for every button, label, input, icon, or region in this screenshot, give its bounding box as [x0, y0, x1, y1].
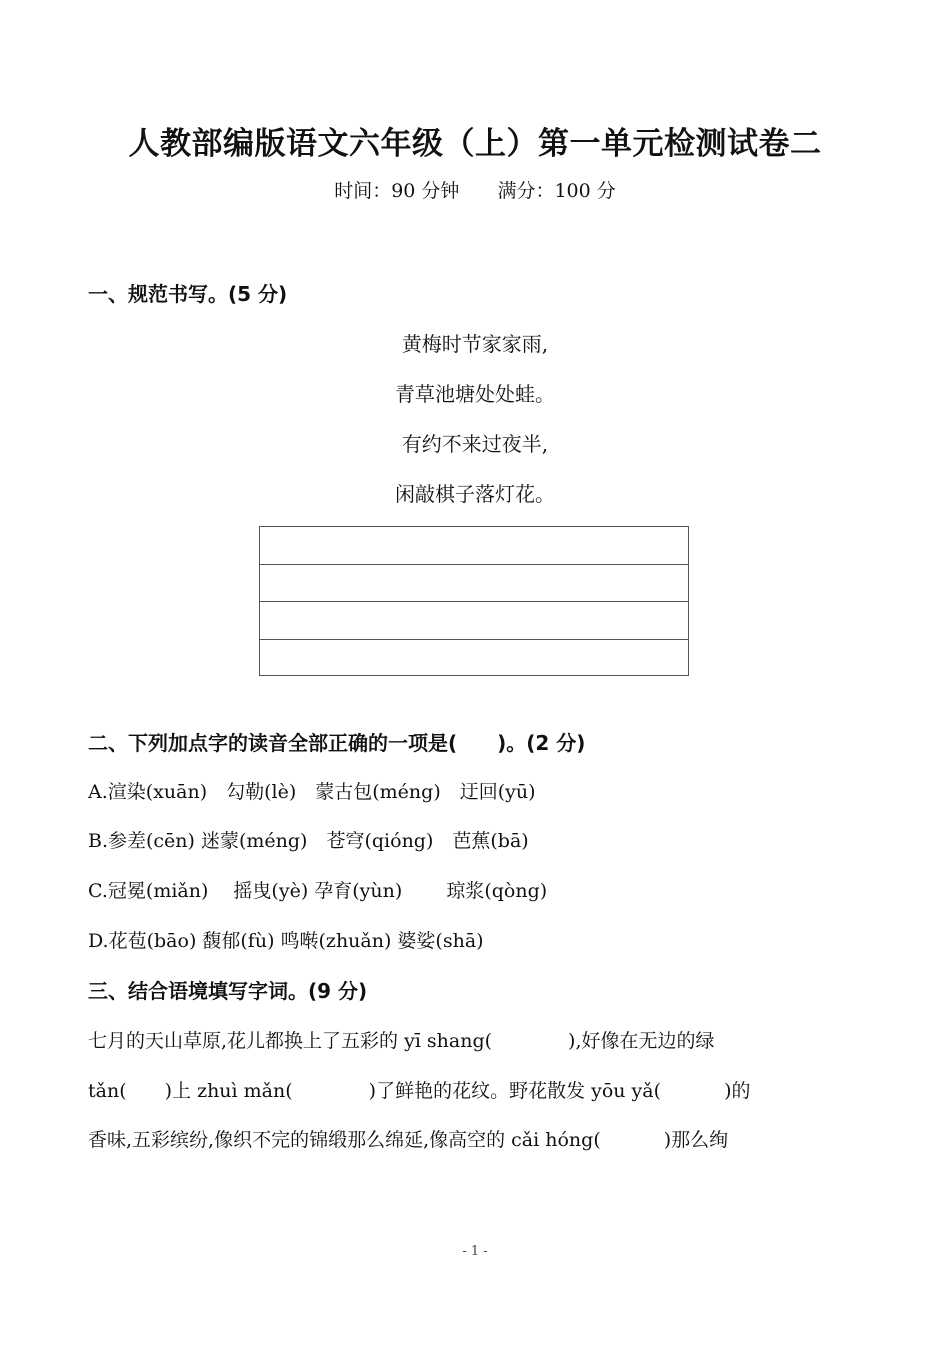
paragraph-line-1: 七月的天山草原,花儿都换上了五彩的 yī shang( ),好像在无边的绿 [88, 1030, 715, 1052]
poem-line-2: 青草池塘处处蛙。 [395, 382, 555, 406]
option-b[interactable]: B.参差(cēn) 迷蒙(méng) 苍穹(qióng) 芭蕉(bā) [88, 830, 529, 852]
page-title: 人教部编版语文六年级（上）第一单元检测试卷二 [128, 126, 822, 162]
time-limit: 时间：90 分钟 [334, 180, 460, 202]
paragraph-line-2: tǎn( )上 zhuì mǎn( )了鲜艳的花纹。野花散发 yōu yǎ( )的 [88, 1080, 751, 1102]
poem-line-3: 有约不来过夜半, [401, 432, 549, 456]
section-1-heading: 一、规范书写。(5 分) [88, 282, 288, 306]
section-2-heading: 二、下列加点字的读音全部正确的一项是( )。(2 分) [88, 731, 586, 755]
option-c[interactable]: C.冠冕(miǎn) 摇曳(yè) 孕育(yùn) 琼浆(qòng) [88, 880, 548, 902]
option-a[interactable]: A.渲染(xuān) 勾勒(lè) 蒙古包(méng) 迂回(yū) [88, 781, 536, 803]
full-score: 满分：100 分 [497, 180, 616, 202]
exam-meta [0, 176, 950, 203]
poem-line-1: 黄梅时节家家雨, [401, 332, 549, 356]
writing-grid[interactable] [259, 526, 689, 676]
section-3-heading: 三、结合语境填写字词。(9 分) [88, 979, 368, 1003]
writing-row[interactable] [260, 602, 688, 640]
writing-row[interactable] [260, 640, 688, 678]
writing-row[interactable] [260, 527, 688, 565]
option-d[interactable]: D.花苞(bāo) 馥郁(fù) 鸣啭(zhuǎn) 婆娑(shā) [88, 930, 484, 952]
paragraph-line-3: 香味,五彩缤纷,像织不完的锦缎那么绵延,像高空的 cǎi hóng( )那么绚 [88, 1129, 729, 1151]
writing-row[interactable] [260, 565, 688, 603]
page-number: - 1 - [462, 1244, 488, 1259]
poem-line-4: 闲敲棋子落灯花。 [395, 482, 555, 506]
